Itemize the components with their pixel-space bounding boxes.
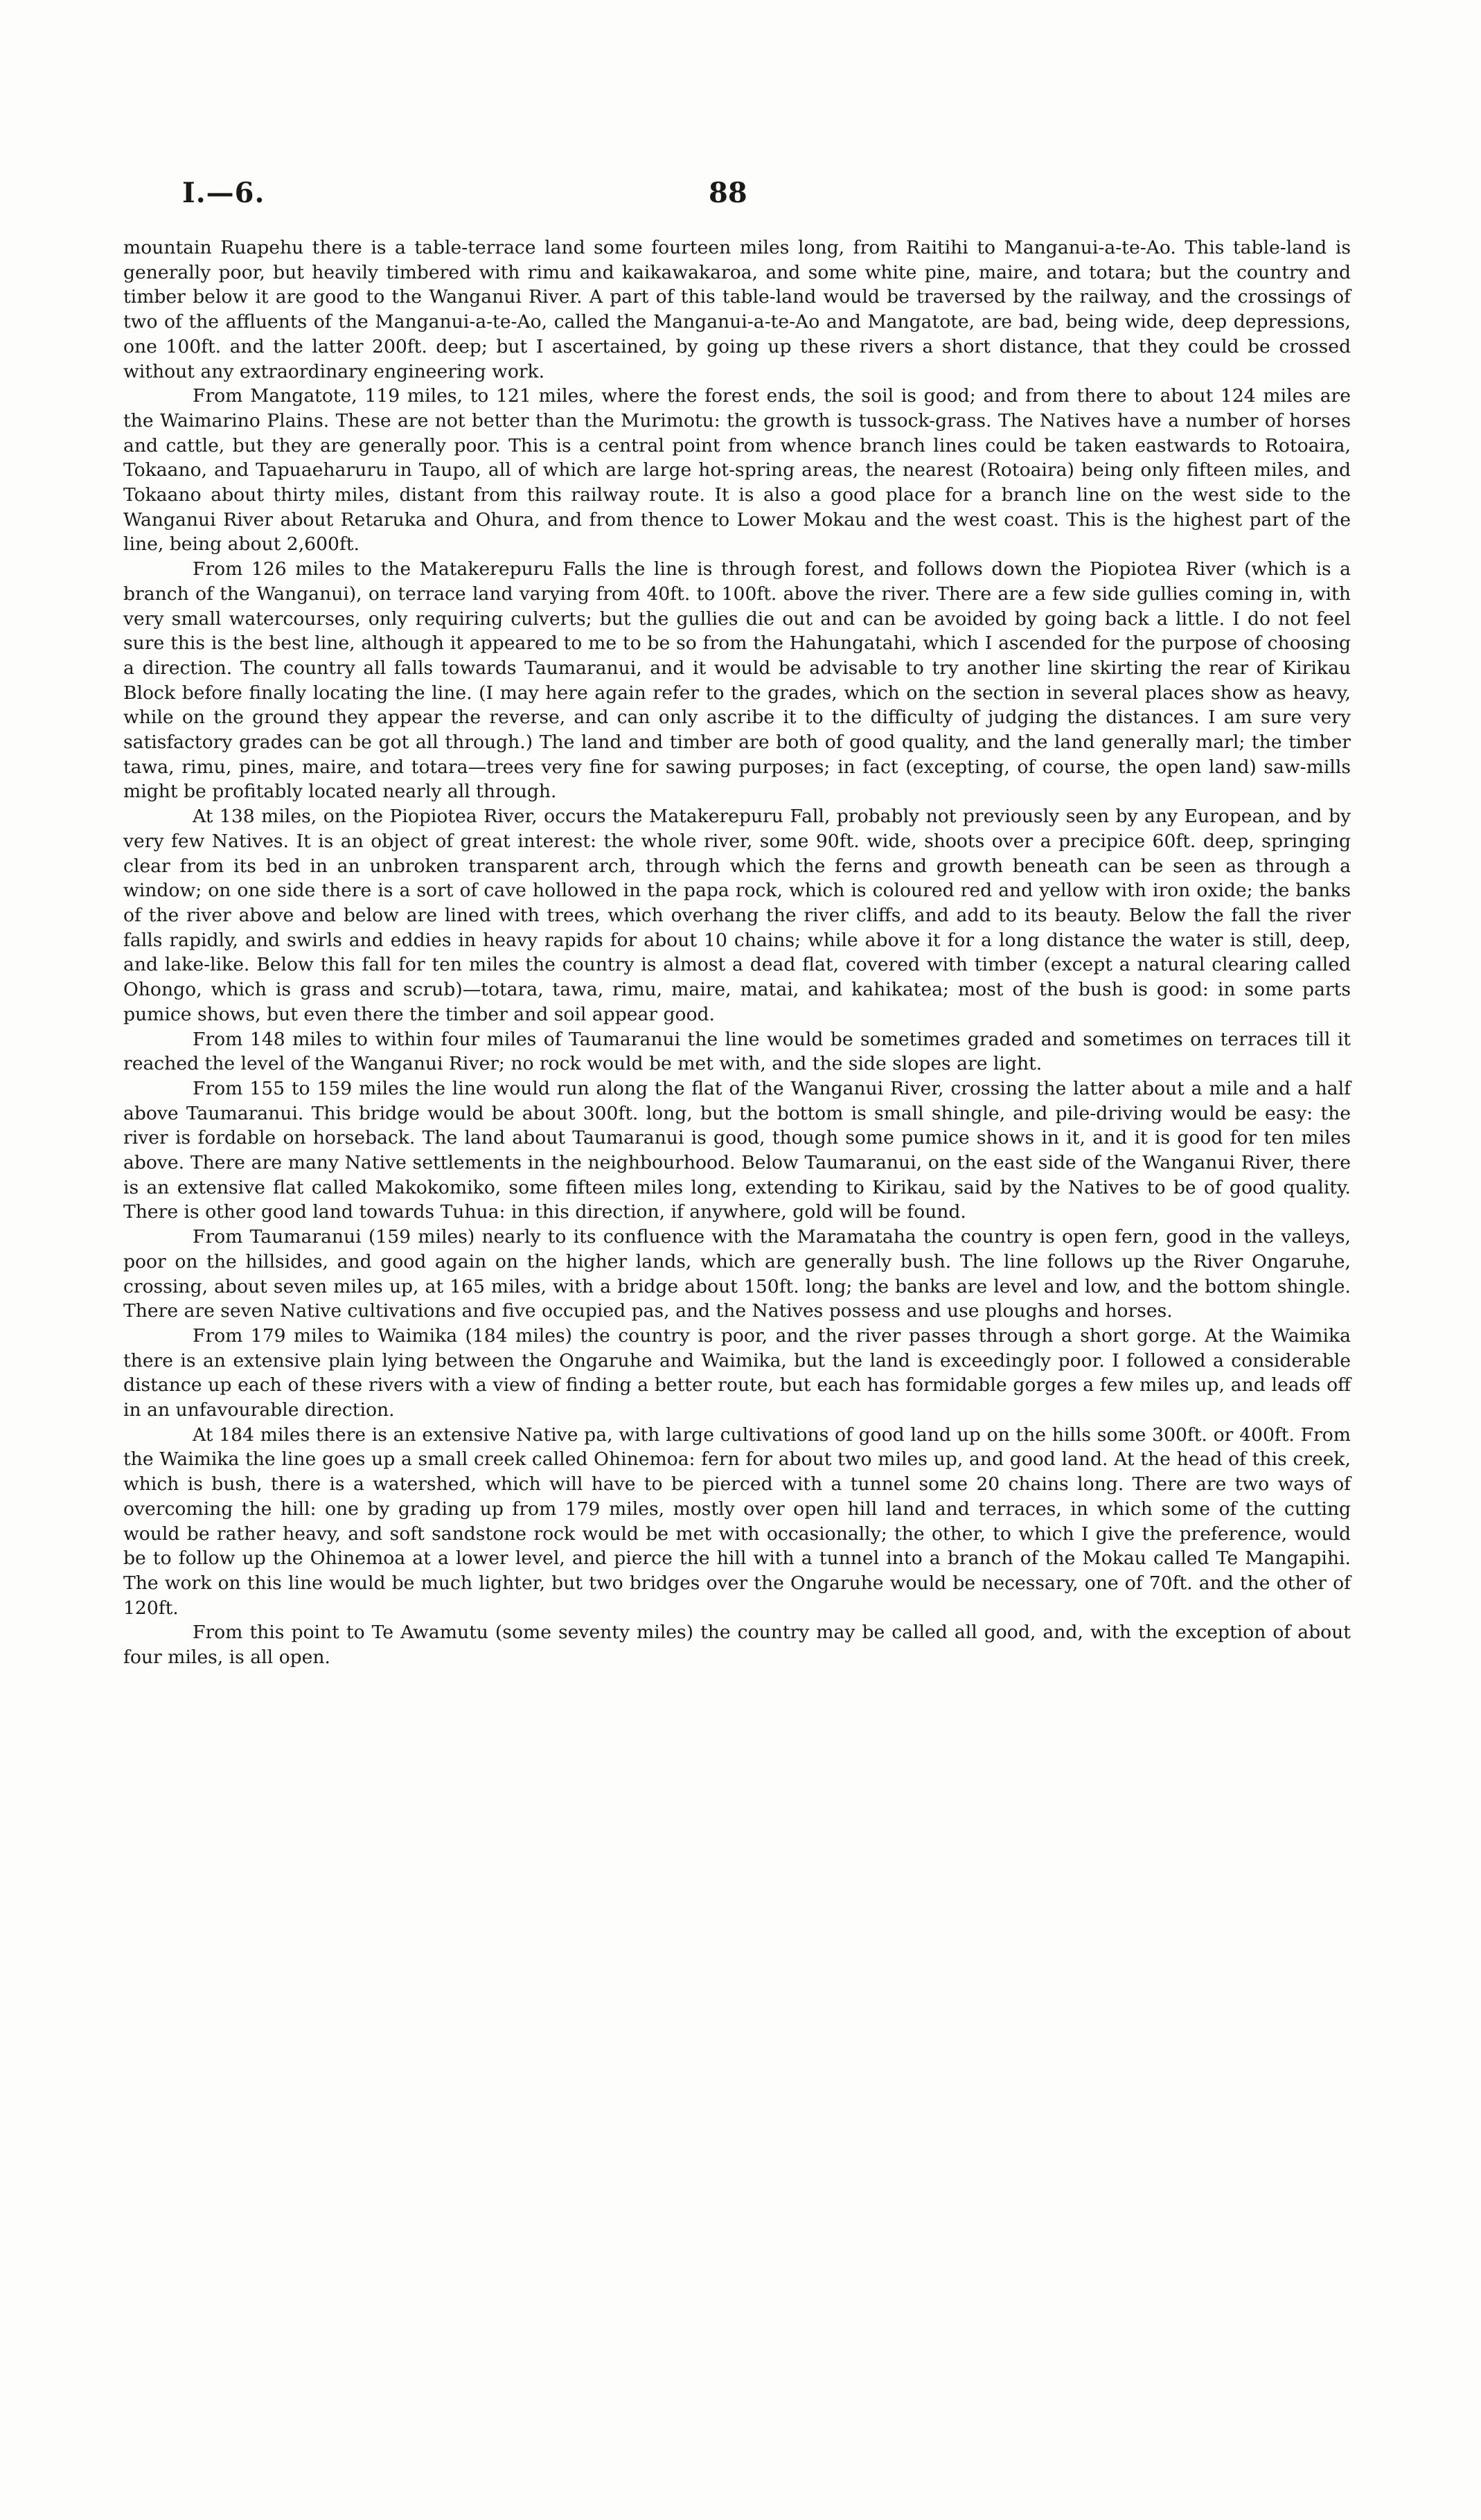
paragraph-taumaranui: From Taumaranui (159 miles) nearly to its confluence with the Maramataha the country is open fern, good in the valleys, poor on the hillsides, and good again on the higher lands, which are generally bush. The line follows up the River Ongaruhe, crossing, about seven miles up, at 165 miles, with a bridge about 150ft. long; the banks are level and low, and the bottom shingle. There are seven Native cultivations and five occupied pas, and the Natives possess and use ploughs and horses.: [123, 1226, 1351, 1322]
paragraph-184-miles: At 184 miles there is an extensive Native pa, with large cultivations of good land up on the hills some 300ft. or 400ft. From the Waimika the line goes up a small creek called Ohinemoa: fern for about two miles up, and good land. At the head of this creek, which is bush, there is a watershed, which will have to be pierced with a tunnel some 20 chains long. There are two ways of overcoming the hill: one by grading up from 179 miles, mostly over open hill land and terraces, in which some of the cutting would be rather heavy, and soft sandstone rock would be met with occasionally; the other, to which I give the preference, would be to follow up the Ohinemoa at a lower level, and pierce the hill with a tunnel into a branch of the Mokau called Te Mangapihi. The work on this line would be much lighter, but two bridges over the Ongaruhe would be necessary, one of 70ft. and the other of 120ft.: [123, 1423, 1351, 1619]
page-header: [182, 177, 1353, 218]
paragraph-matakerepuru-fall: At 138 miles, on the Piopiotea River, occurs the Matakerepuru Fall, probably not previously seen by any European, and by very few Natives. It is an object of great interest: the whole river, some 90ft. wide, shoots over a precipice 60ft. deep, springing clear from its bed in an unbroken transparent arch, through which the ferns and growth beneath can be seen as through a window; on one side there is a sort of cave hollowed in the papa rock, which is coloured red and yellow with iron oxide; the banks of the river above and below are lined with trees, which overhang the river cliffs, and add to its beauty. Below the fall the river falls rapidly, and swirls and eddies in heavy rapids for about 10 chains; while above it for a long distance the water is still, deep, and lake-like. Below this fall for ten miles the country is almost a dead flat, covered with timber (except a natural clearing called Ohongo, which is grass and scrub)—totara, tawa, rimu, maire, matai, and kahikatea; most of the bush is good: in some parts pumice shows, but even there the timber and soil appear good.: [123, 806, 1351, 1025]
paragraph-148-miles: From 148 miles to within four miles of Taumaranui the line would be sometimes graded and sometimes on terraces till it reached the level of the Wanganui River; no rock would be met with, and the side slopes are light.: [123, 1028, 1351, 1075]
paragraph-continuation: mountain Ruapehu there is a table-terrace land some fourteen miles long, from Raitihi to Manganui-a-te-Ao. This table-land is generally poor, but heavily timbered with rimu and kaikawakaroa, and some white pine, maire, and totara; but the country and timber below it are good to the Wanganui River. A part of this table-land would be traversed by the railway, and the crossings of two of the affluents of the Manganui-a-te-Ao, called the Manganui-a-te-Ao and Mangatote, are bad, being wide, deep depressions, one 100ft. and the latter 200ft. deep; but I ascertained, by going up these rivers a short distance, that they could be crossed without any extraordinary engineering work.: [123, 237, 1351, 382]
paragraph-126-miles: From 126 miles to the Matakerepuru Falls the line is through forest, and follows down the Piopiotea River (which is a branch of the Wanganui), on terrace land varying from 40ft. to 100ft. above the river. There are a few side gullies coming in, with very small watercourses, only requiring culverts; but the gullies die out and can be avoided by going back a little. I do not feel sure this is the best line, although it appeared to me to be so from the Hahungatahi, which I ascended for the purpose of choosing a direction. The country all falls towards Taumaranui, and it would be advisable to try another line skirting the rear of Kirikau Block before finally locating the line. (I may here again refer to the grades, which on the section in several places show as heavy, while on the ground they appear the reverse, and can only ascribe it to the difficulty of judging the distances. I am sure very satisfactory grades can be got all through.) The land and timber are both of good quality, and the land generally marl; the timber tawa, rimu, pines, maire, and totara—trees very fine for sawing purposes; in fact (excepting, of course, the open land) saw-mills might be profitably located nearly all through.: [123, 558, 1351, 803]
paragraph-155-159-miles: From 155 to 159 miles the line would run along the flat of the Wanganui River, crossing the latter about a mile and a half above Taumaranui. This bridge would be about 300ft. long, but the bottom is small shingle, and pile-driving would be easy: the river is fordable on horseback. The land about Taumaranui is good, though some pumice shows in it, and it is good for ten miles above. There are many Native settlements in the neighbourhood. Below Taumaranui, on the east side of the Wanganui River, there is an extensive flat called Makokomiko, some fifteen miles long, extending to Kirikau, said by the Natives to be of good quality. There is other good land towards Tuhua: in this direction, if anywhere, gold will be found.: [123, 1077, 1351, 1223]
paragraph-179-miles: From 179 miles to Waimika (184 miles) the country is poor, and the river passes through a short gorge. At the Waimika there is an extensive plain lying between the Ongaruhe and Waimika, but the land is exceedingly poor. I followed a considerable distance up each of these rivers with a view of finding a better route, but each has formidable gorges a few miles up, and leads off in an unfavourable direction.: [123, 1324, 1351, 1421]
page-number: 88: [709, 177, 747, 209]
document-reference: I.—6.: [182, 177, 265, 209]
paragraph-mangatote: From Mangatote, 119 miles, to 121 miles, where the forest ends, the soil is good; and from there to about 124 miles are the Waimarino Plains. These are not better than the Murimotu: the growth is tussock-grass. The Natives have a number of horses and cattle, but they are generally poor. This is a central point from whence branch lines could be taken eastwards to Rotoaira, Tokaano, and Tapuaeharuru in Taupo, all of which are large hot-spring areas, the nearest (Rotoaira) being only fifteen miles, and Tokaano about thirty miles, distant from this railway route. It is also a good place for a branch line on the west side to the Wanganui River about Retaruka and Ohura, and from thence to Lower Mokau and the west coast. This is the highest part of the line, being about 2,600ft.: [123, 385, 1351, 556]
body-text: [123, 236, 1351, 1670]
paragraph-te-awamutu: From this point to Te Awamutu (some seventy miles) the country may be called all good, and, with the exception of about four miles, is all open.: [123, 1622, 1351, 1669]
